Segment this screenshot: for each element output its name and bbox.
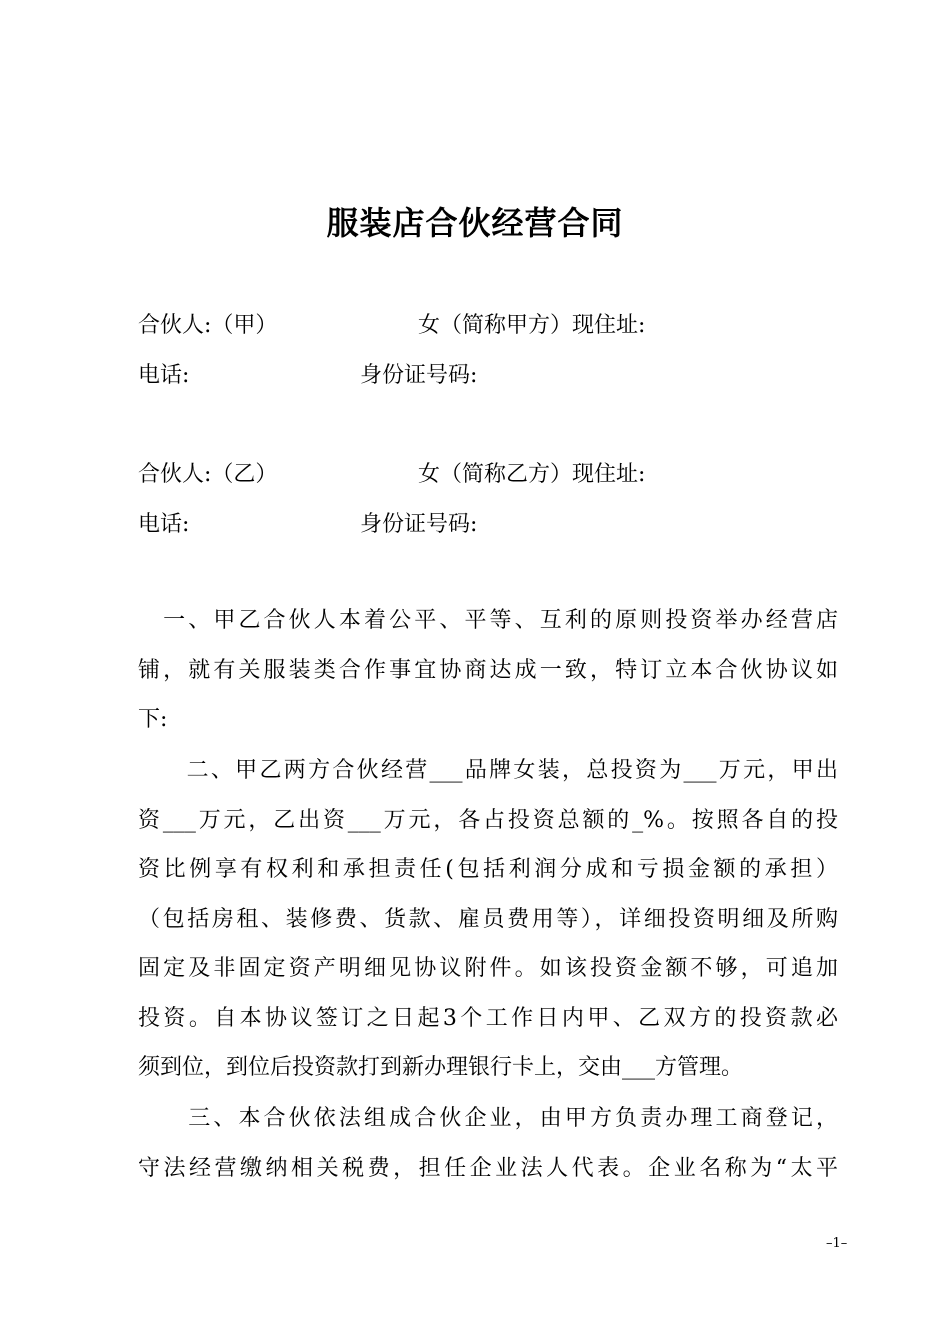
clause-3 <box>138 1094 838 1193</box>
clause-2-line: （包括房租、装修费、货款、雇员费用等），详细投资明细及所购 <box>138 906 838 932</box>
clause-3-line: 守法经营缴纳相关税费，担任企业法人代表。企业名称为“太平 <box>138 1155 838 1181</box>
clause-2-line: 二、甲乙两方合伙经营___品牌女装，总投资为___万元，甲出 <box>138 758 838 783</box>
clause-1-line: 下: <box>138 707 168 732</box>
clause-1-line: 一、甲乙合伙人本着公平、平等、互利的原则投资举办经营店 <box>138 608 838 633</box>
clause-1-line: 铺，就有关服装类合作事宜协商达成一致，特订立本合伙协议如 <box>138 657 838 683</box>
partner-b-label: 合伙人:（乙） <box>138 462 278 487</box>
clause-2-line: 固定及非固定资产明细见协议附件。如该投资金额不够，可追加 <box>138 956 838 981</box>
partner-a-label: 合伙人:（甲） <box>138 313 278 338</box>
clause-2-line: 须到位，到位后投资款打到新办理银行卡上，交由___方管理。 <box>138 1055 744 1080</box>
clause-2 <box>138 746 838 1093</box>
partner-b-desc: 女（简称乙方）现住址: <box>418 462 646 487</box>
clause-1 <box>138 596 838 745</box>
clause-2-line: 资比例享有权利和承担责任(包括利润分成和亏损金额的承担） <box>138 857 838 882</box>
partner-a-id-label: 身份证号码: <box>360 363 478 388</box>
partner-a-phone-label: 电话: <box>138 363 190 388</box>
page-number: –1– <box>826 1236 848 1251</box>
clause-2-line: 资___万元，乙出资___万元，各占投资总额的_%。按照各自的投 <box>138 807 838 833</box>
document-title: 服装店合伙经营合同 <box>326 204 624 242</box>
partner-b-id-label: 身份证号码: <box>360 512 478 537</box>
clause-2-line: 投资。自本协议签订之日起3个工作日内甲、乙双方的投资款必 <box>138 1005 838 1031</box>
partner-a-desc: 女（简称甲方）现住址: <box>418 313 646 338</box>
partner-b-phone-label: 电话: <box>138 512 190 537</box>
clause-3-line: 三、本合伙依法组成合伙企业，由甲方负责办理工商登记， <box>138 1106 838 1131</box>
